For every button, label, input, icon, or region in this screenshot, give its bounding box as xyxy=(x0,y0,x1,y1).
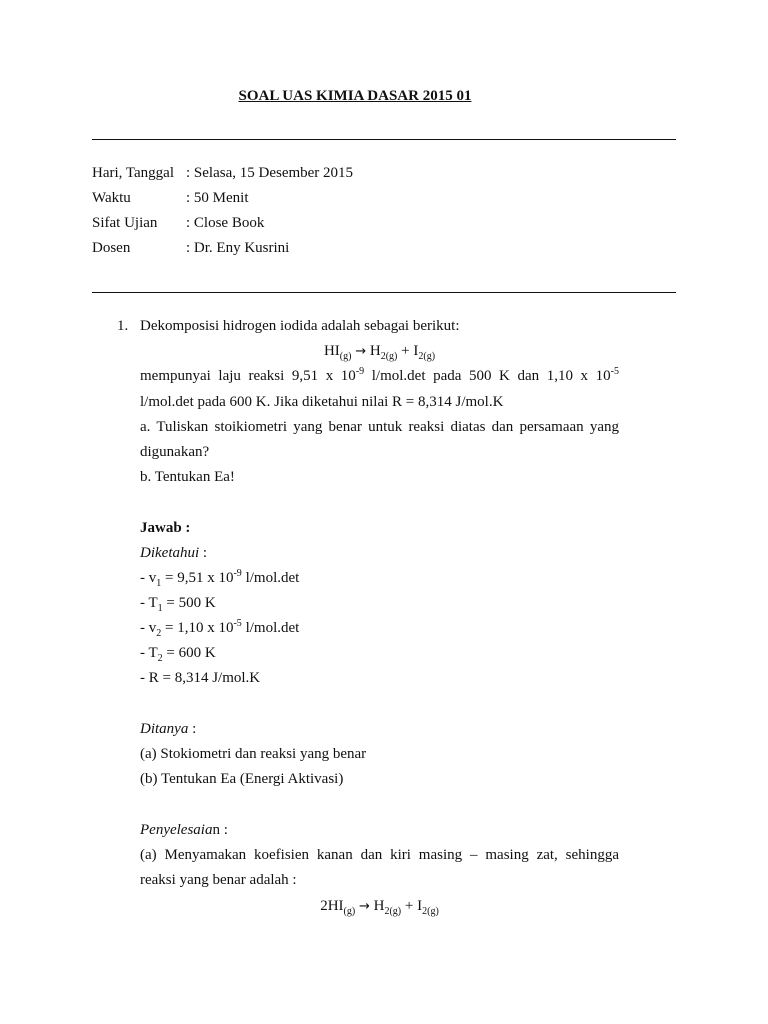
info-value-time: : 50 Menit xyxy=(186,190,249,206)
info-label-lecturer: Dosen xyxy=(92,240,131,256)
question-rate-line: mempunyai laju reaksi 9,51 x $10^{-9}$ l/mol.det pada 500 K dan 1,10 x $10^{-5}$ xyxy=(140,366,619,384)
known-t1: - $T_1 = 500$ K xyxy=(140,595,216,614)
question-part-a: a. Tuliskan stoikiometri yang benar untuk reaksi diatas dan persamaan yang xyxy=(140,419,619,435)
info-value-date: : Selasa, 15 Desember 2015 xyxy=(186,165,354,181)
solution-line-1: (a) Menyamakan koefisien kanan dan kiri masing – masing zat, sehingga xyxy=(140,847,619,863)
known-v2: - $v_2 = 1,10$ x $10^{-5}$ l/mol.det xyxy=(140,618,300,639)
question-number: 1. xyxy=(117,318,129,334)
answer-heading: Jawab : xyxy=(140,520,191,536)
divider-bottom xyxy=(92,292,676,293)
arrow-icon: → xyxy=(358,899,370,914)
question-part-a-cont: digunakan? xyxy=(140,444,210,460)
known-v1: - $v_1 = 9,51$ x $10^{-9}$ l/mol.det xyxy=(140,568,300,589)
reaction-equation: $HI_{(g)} \to H_{2(g)} + I_{2(g)}$ xyxy=(323,343,436,362)
question-intro: Dekomposisi hidrogen iodida adalah sebagai berikut: xyxy=(140,318,460,334)
info-value-type: : Close Book xyxy=(186,215,265,231)
question-part-b: b. Tentukan Ea! xyxy=(140,469,235,485)
solution-line-2: reaksi yang benar adalah : xyxy=(140,872,297,888)
info-label-type: Sifat Ujian xyxy=(92,215,158,231)
known-heading: Diketahui : xyxy=(140,545,208,561)
known-t2: - $T_2 = 600$ K xyxy=(140,645,216,664)
arrow-icon: → xyxy=(355,344,367,359)
question-rate-line-2: l/mol.det pada 600 K. Jika diketahui nilai R = 8,314 J/mol.K xyxy=(140,394,504,410)
asked-b: (b) Tentukan Ea (Energi Aktivasi) xyxy=(140,771,344,787)
info-label-time: Waktu xyxy=(92,190,131,206)
info-value-lecturer: : Dr. Eny Kusrini xyxy=(186,240,290,256)
asked-a: (a) Stokiometri dan reaksi yang benar xyxy=(140,746,367,762)
page-title: SOAL UAS KIMIA DASAR 2015 01 xyxy=(238,88,472,104)
known-r: - R = 8,314 J/mol.K xyxy=(140,670,261,686)
divider-top xyxy=(92,139,676,140)
balanced-reaction: $2HI_{(g)} \to H_{2(g)} + I_{2(g)}$ xyxy=(320,898,439,917)
asked-heading: Ditanya : xyxy=(140,721,197,737)
solution-heading: Penyelesaian : xyxy=(140,822,228,838)
info-label-date: Hari, Tanggal xyxy=(92,165,174,181)
